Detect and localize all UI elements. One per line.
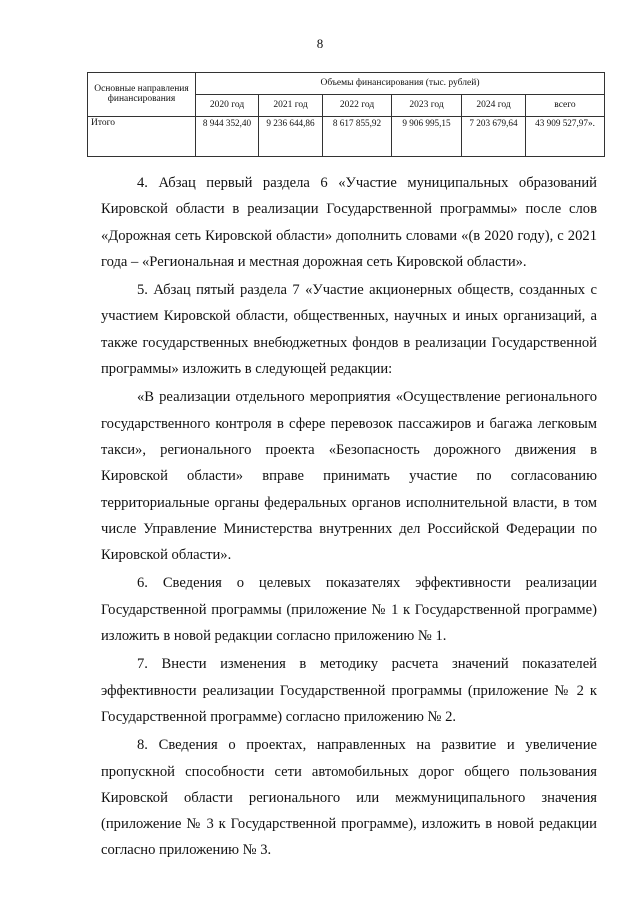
page-number: 8 bbox=[316, 36, 324, 51]
column-header: 2024 год bbox=[462, 95, 526, 117]
table-row bbox=[88, 117, 605, 157]
paragraph-5-quote: «В реализации отдельного мероприятия «Осуществление регионального государственного контроля в сфере перевозок пассажиров и багажа легковым такси», регионального проекта «Безопасность дорожного движения в Кировской области» вправе принимать участие по согласованию территориальные органы федеральных органов исполнительной власти, в том числе Управление Министерства внутренних дел Российской Федерации по Кировской области». bbox=[101, 389, 597, 564]
paragraph-6: 6. Сведения о целевых показателях эффективности реализации Государственной программы (приложение № 1 к Государственной программе) изложить в новой редакции согласно приложению № 1. bbox=[101, 575, 597, 645]
value-cell: 8 944 352,40 bbox=[196, 117, 259, 157]
value-cell: 9 906 995,15 bbox=[392, 117, 462, 157]
column-header: 2021 год bbox=[259, 95, 323, 117]
document-body bbox=[101, 170, 597, 864]
column-header: 2023 год bbox=[392, 95, 462, 117]
table-header-row bbox=[88, 73, 605, 95]
header-group-cell: Объемы финансирования (тыс. рублей) bbox=[196, 73, 605, 95]
value-cell: 43 909 527,97». bbox=[526, 117, 605, 157]
paragraph-4: 4. Абзац первый раздела 6 «Участие муниципальных образований Кировской области в реализации Государственной программы» после слов «Дорожная сеть Кировской области» дополнить словами «(в 2020 году), с 2021 года – «Региональная и местная дорожная сеть Кировской области». bbox=[101, 175, 597, 270]
column-header: 2022 год bbox=[323, 95, 392, 117]
paragraph-5: 5. Абзац пятый раздела 7 «Участие акционерных обществ, созданных с участием Кировской области, общественных, научных и иных организаций, а также государственных внебюджетных фондов в реализации Государственной программы» изложить в следующей редакции: bbox=[101, 282, 597, 378]
column-header: 2020 год bbox=[196, 95, 259, 117]
row-label-cell: Итого bbox=[88, 117, 196, 157]
paragraph-8: 8. Сведения о проектах, направленных на развитие и увеличение пропускной способности сети автомобильных дорог общего пользования Кировской области регионального или межмуниципального значения (приложение № 3 к Государственной программе), изложить в новой редакции согласно приложению № 3. bbox=[101, 737, 597, 859]
value-cell: 9 236 644,86 bbox=[259, 117, 323, 157]
financing-table bbox=[87, 72, 605, 157]
column-header: всего bbox=[526, 95, 605, 117]
header-main-cell: Основные направления финансирования bbox=[88, 73, 196, 117]
value-cell: 8 617 855,92 bbox=[323, 117, 392, 157]
paragraph-7: 7. Внести изменения в методику расчета значений показателей эффективности реализации Государственной программы (приложение № 2 к Государственной программе) согласно приложению № 2. bbox=[101, 656, 597, 725]
value-cell: 7 203 679,64 bbox=[462, 117, 526, 157]
